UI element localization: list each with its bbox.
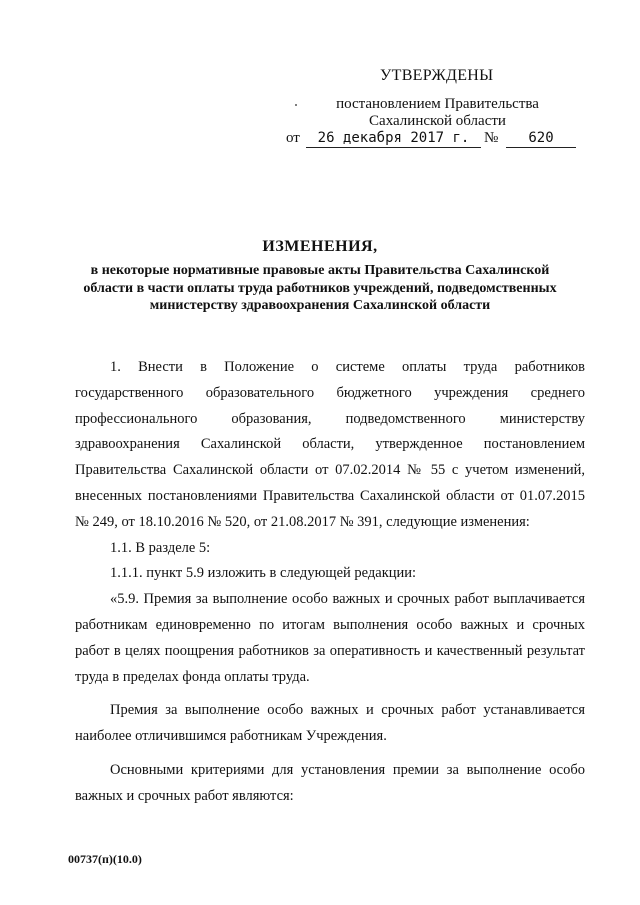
number-field: 620 xyxy=(506,130,576,148)
footer-code: 00737(п)(10.0) xyxy=(68,852,142,866)
scan-speck xyxy=(295,104,297,106)
paragraph-2: 1.1. В разделе 5: xyxy=(110,539,211,556)
paragraph-6: Основными критериями для установления премии за выполнение особо важных и срочных работ являются: xyxy=(75,761,585,804)
approval-line-2: Сахалинской области xyxy=(369,113,506,129)
paragraph-3: 1.1.1. пункт 5.9 изложить в следующей редакции: xyxy=(110,565,417,582)
document-body xyxy=(75,355,585,810)
paragraph-5: Премия за выполнение особо важных и срочных работ устанавливается наиболее отличившимся работникам Учреждения. xyxy=(75,702,585,745)
document-subheading: в некоторые нормативные правовые акты Правительства Сахалинской области в части оплаты труда работников учреждений, подведомственных министерству здравоохранения Сахалинской области xyxy=(83,263,557,313)
document-heading: ИЗМЕНЕНИЯ, xyxy=(262,238,378,255)
date-field: 26 декабря 2017 г. xyxy=(306,130,481,148)
number-sign: № xyxy=(484,130,499,146)
paragraph-1: 1. Внести в Положение о системе оплаты труда работников государственного образовательного бюджетного учреждения среднего профессионального образования, подведомственного министерству здравоохранения Сахалинской области, утвержденное постановлением Правительства Сахалинской области от 07.02.2014 № 55 с учетом изменений, внесенных постановлениями Правительства Сахалинской области от 01.07.2015 № 249, от 18.10.2016 № 520, от 21.08.2017 № 391, следующие изменения: xyxy=(75,359,585,530)
approval-date-row xyxy=(286,130,596,150)
approval-title: УТВЕРЖДЕНЫ xyxy=(380,67,494,84)
paragraph-4: «5.9. Премия за выполнение особо важных и срочных работ выплачивается работникам единовременно по итогам выполнения особо важных и срочных работ в целях поощрения работников за оперативность и качественный результат труда в пределах фонда оплаты труда. xyxy=(75,591,585,685)
date-prefix: от xyxy=(286,130,300,146)
approval-line-1: постановлением Правительства xyxy=(336,96,539,112)
